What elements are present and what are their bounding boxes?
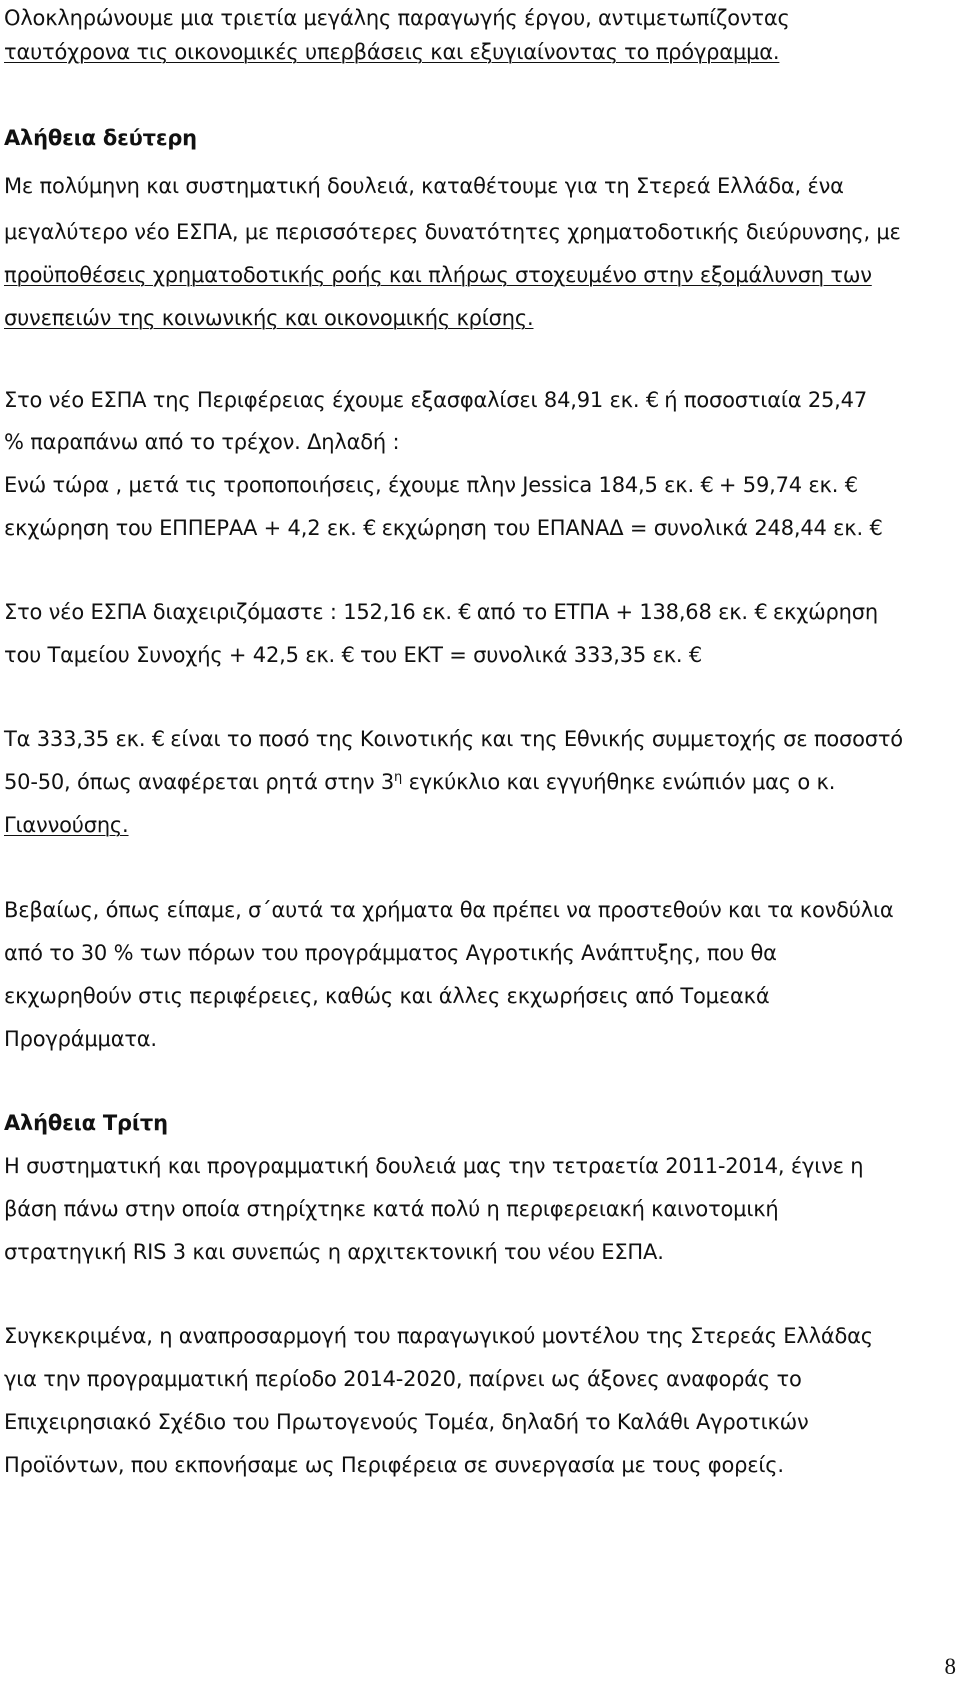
paragraph-line [4,980,950,1012]
text-span: 50-50, όπως αναφέρεται ρητά στην 3 [4,770,395,794]
euro-icon: € [688,643,703,667]
paragraph-line [4,937,950,969]
text-span: από το ΕΤΠΑ + 138,68 εκ. [476,600,748,624]
euro-icon: € [844,473,858,497]
text-span: Επιχειρησιακό Σχέδιο του Πρωτογενούς Τομέα, δηλαδή το Καλάθι Αγροτικών [4,1410,809,1434]
text-span: βάση πάνω στην οποία στηρίχτηκε κατά πολύ η περιφερειακή καινοτομική [4,1197,779,1221]
text-span: προϋποθέσεις χρηματοδοτικής ροής και πλήρως στοχευμένο στην εξομάλυνση των [4,263,872,287]
text-span: Με πολύμηνη και συστηματική δουλειά, καταθέτουμε για τη Στερεά Ελλάδα, ένα [4,174,844,198]
paragraph-line [4,1363,950,1395]
text-span: Η συστηματική και προγραμματική δουλειά μας την τετραετία 2011-2014, έγινε η [4,1154,864,1178]
text-span: μεγαλύτερο νέο ΕΣΠΑ, με περισσότερες δυνατότητες χρηματοδοτικής διεύρυνσης, με [4,220,901,244]
paragraph-line [4,1406,950,1438]
text-span: του Ταμείου Συνοχής + 42,5 εκ. [4,643,336,667]
text-span: ταυτόχρονα τις οικονομικές υπερβάσεις και εξυγιαίνοντας το πρόγραμμα. [4,40,780,64]
euro-icon: € [363,516,377,540]
text-span: Τα 333,35 εκ. [4,727,146,751]
paragraph-line [4,766,950,798]
paragraph-line [4,1150,950,1182]
text-span: ή ποσοστιαία 25,47 [664,388,867,412]
page-number: 8 [944,1654,956,1679]
text-span: εκχώρηση [772,600,878,624]
text-span: Ενώ τώρα , μετά τις τροποποιήσεις, έχουμε πλην Jessica 184,5 εκ. [4,473,694,497]
heading-text: Αλήθεια Τρίτη [4,1111,168,1135]
paragraph-line [4,469,950,501]
paragraph-line [4,2,950,34]
paragraph-line [4,1193,950,1225]
section-heading [4,122,950,154]
text-span: είναι το ποσό της Κοινοτικής και της Εθνικής συμμετοχής σε ποσοστό [170,727,903,751]
paragraph-line [4,216,950,248]
text-span: για την προγραμματική περίοδο 2014-2020, παίρνει ως άξονες αναφοράς το [4,1367,802,1391]
paragraph-line [4,384,950,416]
text-span: + 59,74 εκ. [718,473,839,497]
superscript: η [394,770,403,785]
paragraph-line [4,170,950,202]
euro-icon: € [151,727,165,751]
paragraph-line [4,259,950,291]
euro-icon: € [458,600,472,624]
euro-icon: € [754,600,768,624]
paragraph-line [4,302,950,334]
text-span: Βεβαίως, όπως είπαμε, σ΄αυτά τα χρήματα θα πρέπει να προστεθούν και τα κονδύλια [4,898,894,922]
text-span: εγκύκλιο και εγγυήθηκε ενώπιόν μας ο κ. [402,770,836,794]
paragraph-line [4,36,950,68]
euro-icon: € [700,473,714,497]
euro-icon: € [645,388,659,412]
text-span: στρατηγική RIS 3 και συνεπώς η αρχιτεκτονική του νέου ΕΣΠΑ. [4,1240,664,1264]
paragraph-line [4,426,950,458]
text-span: από το 30 % των πόρων του προγράμματος Αγροτικής Ανάπτυξης, που θα [4,941,777,965]
text-span: εκχωρηθούν στις περιφέρειες, καθώς και άλλες εκχωρήσεις από Τομεακά [4,984,770,1008]
text-span: Προϊόντων, που εκπονήσαμε ως Περιφέρεια σε συνεργασία με τους φορείς. [4,1453,784,1477]
euro-icon: € [869,516,883,540]
text-span: εκχώρηση του ΕΠΠΕΡΑΑ + 4,2 εκ. [4,516,357,540]
paragraph-line [4,1236,950,1268]
paragraph-line [4,1449,950,1481]
text-span: Γιαννούσης. [4,813,129,837]
paragraph-line [4,1023,950,1055]
text-span: Ολοκληρώνουμε μια τριετία μεγάλης παραγωγής έργου, αντιμετωπίζοντας [4,6,790,30]
section-heading [4,1107,950,1139]
paragraph-line [4,894,950,926]
heading-text: Αλήθεια δεύτερη [4,126,197,150]
euro-icon: € [341,643,355,667]
paragraph-line [4,1320,950,1352]
text-span: συνεπειών της κοινωνικής και οικονομικής κρίσης. [4,306,534,330]
text-span: Στο νέο ΕΣΠΑ διαχειριζόμαστε : 152,16 εκ. [4,600,452,624]
text-span: του ΕΚΤ = συνολικά 333,35 εκ. [360,643,683,667]
text-span: εκχώρηση του ΕΠΑΝΑΔ = συνολικά 248,44 εκ. [381,516,863,540]
paragraph-line [4,512,950,544]
paragraph-line [4,639,950,671]
paragraph-line [4,723,950,755]
text-span: Συγκεκριμένα, η αναπροσαρμογή του παραγωγικού μοντέλου της Στερεάς Ελλάδας [4,1324,873,1348]
paragraph-line [4,596,950,628]
paragraph-line [4,809,950,841]
text-span: % παραπάνω από το τρέχον. Δηλαδή : [4,430,400,454]
text-span: Στο νέο ΕΣΠΑ της Περιφέρειας έχουμε εξασφαλίσει 84,91 εκ. [4,388,640,412]
text-span: Προγράμματα. [4,1027,157,1051]
